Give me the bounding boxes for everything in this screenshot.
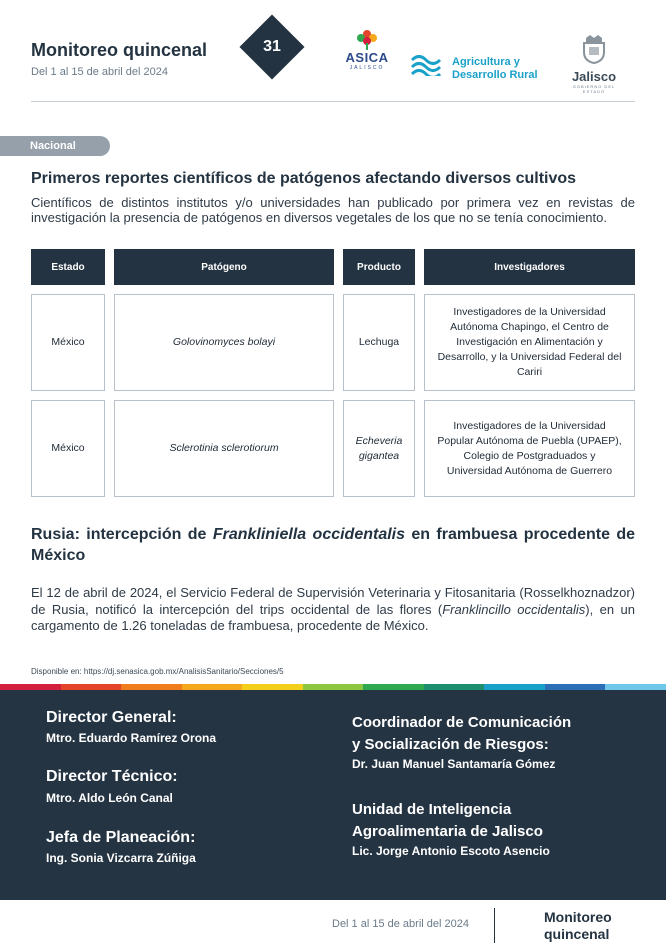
credit-role-director-tecnico: Director Técnico: bbox=[46, 768, 178, 785]
credit-name-jefa-planeacion: Ing. Sonia Vizcarra Zúñiga bbox=[46, 851, 196, 865]
asica-logo bbox=[336, 28, 398, 90]
footer-title: Monitoreo quincenal bbox=[544, 909, 612, 942]
rusia-section-title bbox=[31, 524, 635, 566]
rusia-body bbox=[31, 585, 635, 635]
section-tag-label: Nacional bbox=[30, 140, 76, 152]
table-header-estado: Estado bbox=[31, 249, 105, 285]
flower-icon bbox=[354, 28, 380, 50]
rusia-title-pre: Rusia: intercepción de bbox=[31, 526, 213, 543]
asica-wordmark: ASICA bbox=[345, 50, 389, 65]
national-section-title: Primeros reportes científicos de patógenos afectando diversos cultivos bbox=[31, 170, 577, 187]
credit-role-director-general: Director General: bbox=[46, 709, 177, 726]
rusia-title-species: Frankliniella occidentalis bbox=[212, 526, 406, 543]
jalisco-logo bbox=[565, 34, 623, 94]
credit-role-jefa-planeacion: Jefa de Planeación: bbox=[46, 829, 196, 846]
jalisco-wordmark: Jalisco bbox=[571, 69, 617, 84]
rusia-body-species: Franklincillo occidentalis bbox=[442, 601, 586, 617]
rusia-body-pre: El 12 de abril de 2024, el Servicio Federal de Supervisión Veterinaria y Fitosanitaria (Rosselkhoznadzor) de Rusia, notificó la intercepción del trips occidental de las flores ( bbox=[31, 585, 635, 617]
crest-icon bbox=[580, 34, 608, 64]
table-row-2-patogeno: Sclerotinia sclerotiorum bbox=[114, 400, 334, 497]
wave-icon bbox=[410, 52, 446, 76]
footer-divider bbox=[494, 908, 495, 943]
national-intro: Científicos de distintos institutos y/o universidades han publicado por primera vez en revistas de investigación la presencia de patógenos en diversos vegetales de los que no se tenía conocimiento. bbox=[31, 195, 635, 225]
table-row-1-producto: Lechuga bbox=[343, 294, 415, 391]
credit-role-unidad-line1: Unidad de Inteligencia bbox=[352, 801, 512, 818]
header-divider bbox=[31, 101, 635, 102]
table-header-investigadores: Investigadores bbox=[424, 249, 635, 285]
credit-name-unidad: Lic. Jorge Antonio Escoto Asencio bbox=[352, 844, 550, 858]
table-row-2-investigadores: Investigadores de la Universidad Popular Autónoma de Puebla (UPAEP), Colegio de Postgraduados y Universidad Autónoma de Guerrero bbox=[424, 400, 635, 497]
credit-name-director-general: Mtro. Eduardo Ramírez Orona bbox=[46, 731, 217, 745]
asica-subtitle: JALISCO bbox=[349, 65, 385, 71]
agricultura-logo bbox=[410, 52, 538, 81]
page-title: Monitoreo quincenal bbox=[31, 40, 208, 60]
rusia-title-post: en frambuesa procedente de México bbox=[31, 526, 635, 564]
table-row-1-investigadores: Investigadores de la Universidad Autónoma Chapingo, el Centro de Investigación en Alimentación y Desarrollo, y la Universidad Federal del Cariri bbox=[424, 294, 635, 391]
page-header bbox=[0, 0, 666, 102]
table-row-2-estado: México bbox=[31, 400, 105, 497]
credit-role-unidad-line2: Agroalimentaria de Jalisco bbox=[352, 823, 543, 840]
footer-date-range: Del 1 al 15 de abril del 2024 bbox=[332, 918, 469, 930]
jalisco-subtitle: GOBIERNO DEL ESTADO bbox=[572, 84, 616, 94]
table-row-1-estado: México bbox=[31, 294, 105, 391]
page-date-range: Del 1 al 15 de abril del 2024 bbox=[31, 66, 168, 78]
credit-name-coordinador: Dr. Juan Manuel Santamaría Gómez bbox=[352, 757, 556, 771]
table-header-producto: Producto bbox=[343, 249, 415, 285]
table-header-patogeno: Patógeno bbox=[114, 249, 334, 285]
table-row-1-patogeno: Golovinomyces bolayi bbox=[114, 294, 334, 391]
issue-number: 31 bbox=[263, 38, 281, 55]
source-link[interactable]: Disponible en: https://dj.senasica.gob.mx/AnalisisSanitario/Secciones/5 bbox=[31, 667, 284, 676]
rusia-body-post: ), en un cargamento de 1.26 toneladas de frambuesa, procedente de México. bbox=[31, 601, 635, 633]
credit-role-coordinador-line1: Coordinador de Comunicación bbox=[352, 714, 572, 731]
table-row-2-producto: Echeveria gigantea bbox=[343, 400, 415, 497]
agricultura-wordmark: Agricultura y Desarrollo Rural bbox=[452, 56, 538, 81]
credit-role-coordinador-line2: y Socialización de Riesgos: bbox=[352, 736, 549, 753]
credit-name-director-tecnico: Mtro. Aldo León Canal bbox=[46, 791, 173, 805]
